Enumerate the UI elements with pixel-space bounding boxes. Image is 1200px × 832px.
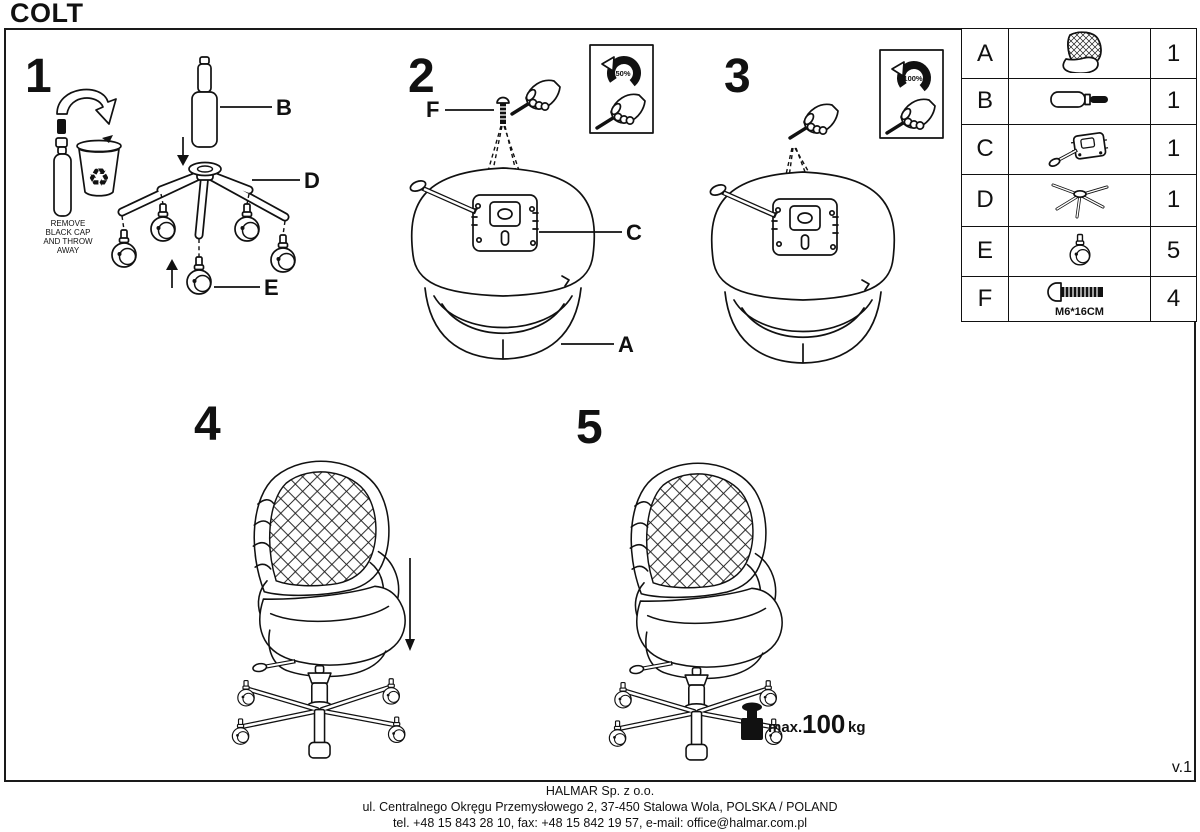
part-id: E <box>962 226 1009 276</box>
caster-icon <box>1050 227 1110 271</box>
part-qty: 1 <box>1151 29 1197 79</box>
max-weight-prefix: max. <box>768 719 803 736</box>
step-3-diagram <box>700 40 962 385</box>
page-title: COLT <box>10 0 84 28</box>
step-5-diagram <box>530 400 870 768</box>
step-4-number: 4 <box>194 400 221 451</box>
part-qty: 5 <box>1151 226 1197 276</box>
torque-percent-label: 100% <box>903 74 923 83</box>
remove-cap-note: BLACK CAP <box>45 228 91 237</box>
base-drawing <box>122 163 285 258</box>
mechanism-icon <box>1045 125 1115 169</box>
step-2-diagram <box>398 40 688 385</box>
step-1-diagram <box>16 36 346 328</box>
step-3-number: 3 <box>724 50 751 103</box>
step-5-number: 5 <box>576 401 603 454</box>
footer-company: HALMAR Sp. z o.o. <box>545 784 655 798</box>
max-weight-icon <box>741 703 763 741</box>
part-qty: 1 <box>1151 79 1197 125</box>
part-id: F <box>962 276 1009 322</box>
max-weight-unit: kg <box>848 719 866 736</box>
base-icon <box>1045 175 1115 221</box>
table-row <box>962 174 1197 226</box>
step-4-diagram <box>160 400 460 768</box>
part-label-mechanism: C <box>626 220 642 245</box>
table-row <box>962 226 1197 276</box>
table-row <box>962 29 1197 79</box>
max-weight-value: 100 <box>802 709 846 739</box>
part-qty: 1 <box>1151 174 1197 226</box>
footer <box>0 783 1200 831</box>
table-row <box>962 276 1197 322</box>
remove-cap-note: AWAY <box>56 246 80 255</box>
step-1-number: 1 <box>25 50 52 103</box>
footer-contact: tel. +48 15 843 28 10, fax: +48 15 842 19 57, e-mail: office@halmar.com.pl <box>392 816 808 830</box>
version-label: v.1 <box>1171 759 1192 776</box>
torque-percent-label: 50% <box>615 69 631 78</box>
part-label-caster: E <box>264 275 279 300</box>
curved-arrow-icon <box>57 90 116 125</box>
part-label-base: D <box>304 168 320 193</box>
part-id: B <box>962 79 1009 125</box>
press-down-arrow-icon <box>405 558 415 651</box>
part-qty: 4 <box>1151 276 1197 322</box>
discard-cap-drawing <box>43 90 121 256</box>
part-id: C <box>962 124 1009 174</box>
table-row <box>962 124 1197 174</box>
screw-spec-label: M6*16CM <box>1055 305 1104 318</box>
footer-address: ul. Centralnego Okręgu Przemysłowego 2, 37-450 Stalowa Wola, POLSKA / POLAND <box>362 800 838 814</box>
part-label-seat: A <box>618 332 634 357</box>
table-row <box>962 79 1197 125</box>
seat-icon <box>1050 29 1110 73</box>
torque-badge-100 <box>880 50 943 138</box>
gas-lift-drawing <box>192 57 217 147</box>
remove-cap-note: AND THROW <box>43 237 93 246</box>
up-arrow-icon <box>166 259 178 288</box>
part-id: D <box>962 174 1009 226</box>
step-2-number: 2 <box>408 50 435 103</box>
screw-drawing <box>497 98 509 125</box>
torque-badge-50 <box>590 45 653 133</box>
down-arrow-icon <box>177 137 189 166</box>
gas-lift-icon <box>1048 82 1112 116</box>
part-id: A <box>962 29 1009 79</box>
trash-can-icon <box>77 135 121 196</box>
part-label-gas-lift: B <box>276 95 292 120</box>
parts-table <box>961 28 1197 322</box>
part-qty: 1 <box>1151 124 1197 174</box>
screw-icon <box>1045 280 1115 304</box>
remove-cap-note: REMOVE <box>50 219 86 228</box>
recycle-icon: ♻ <box>87 163 111 192</box>
black-cap-drawing <box>57 119 66 134</box>
part-label-screw: F <box>426 97 440 122</box>
